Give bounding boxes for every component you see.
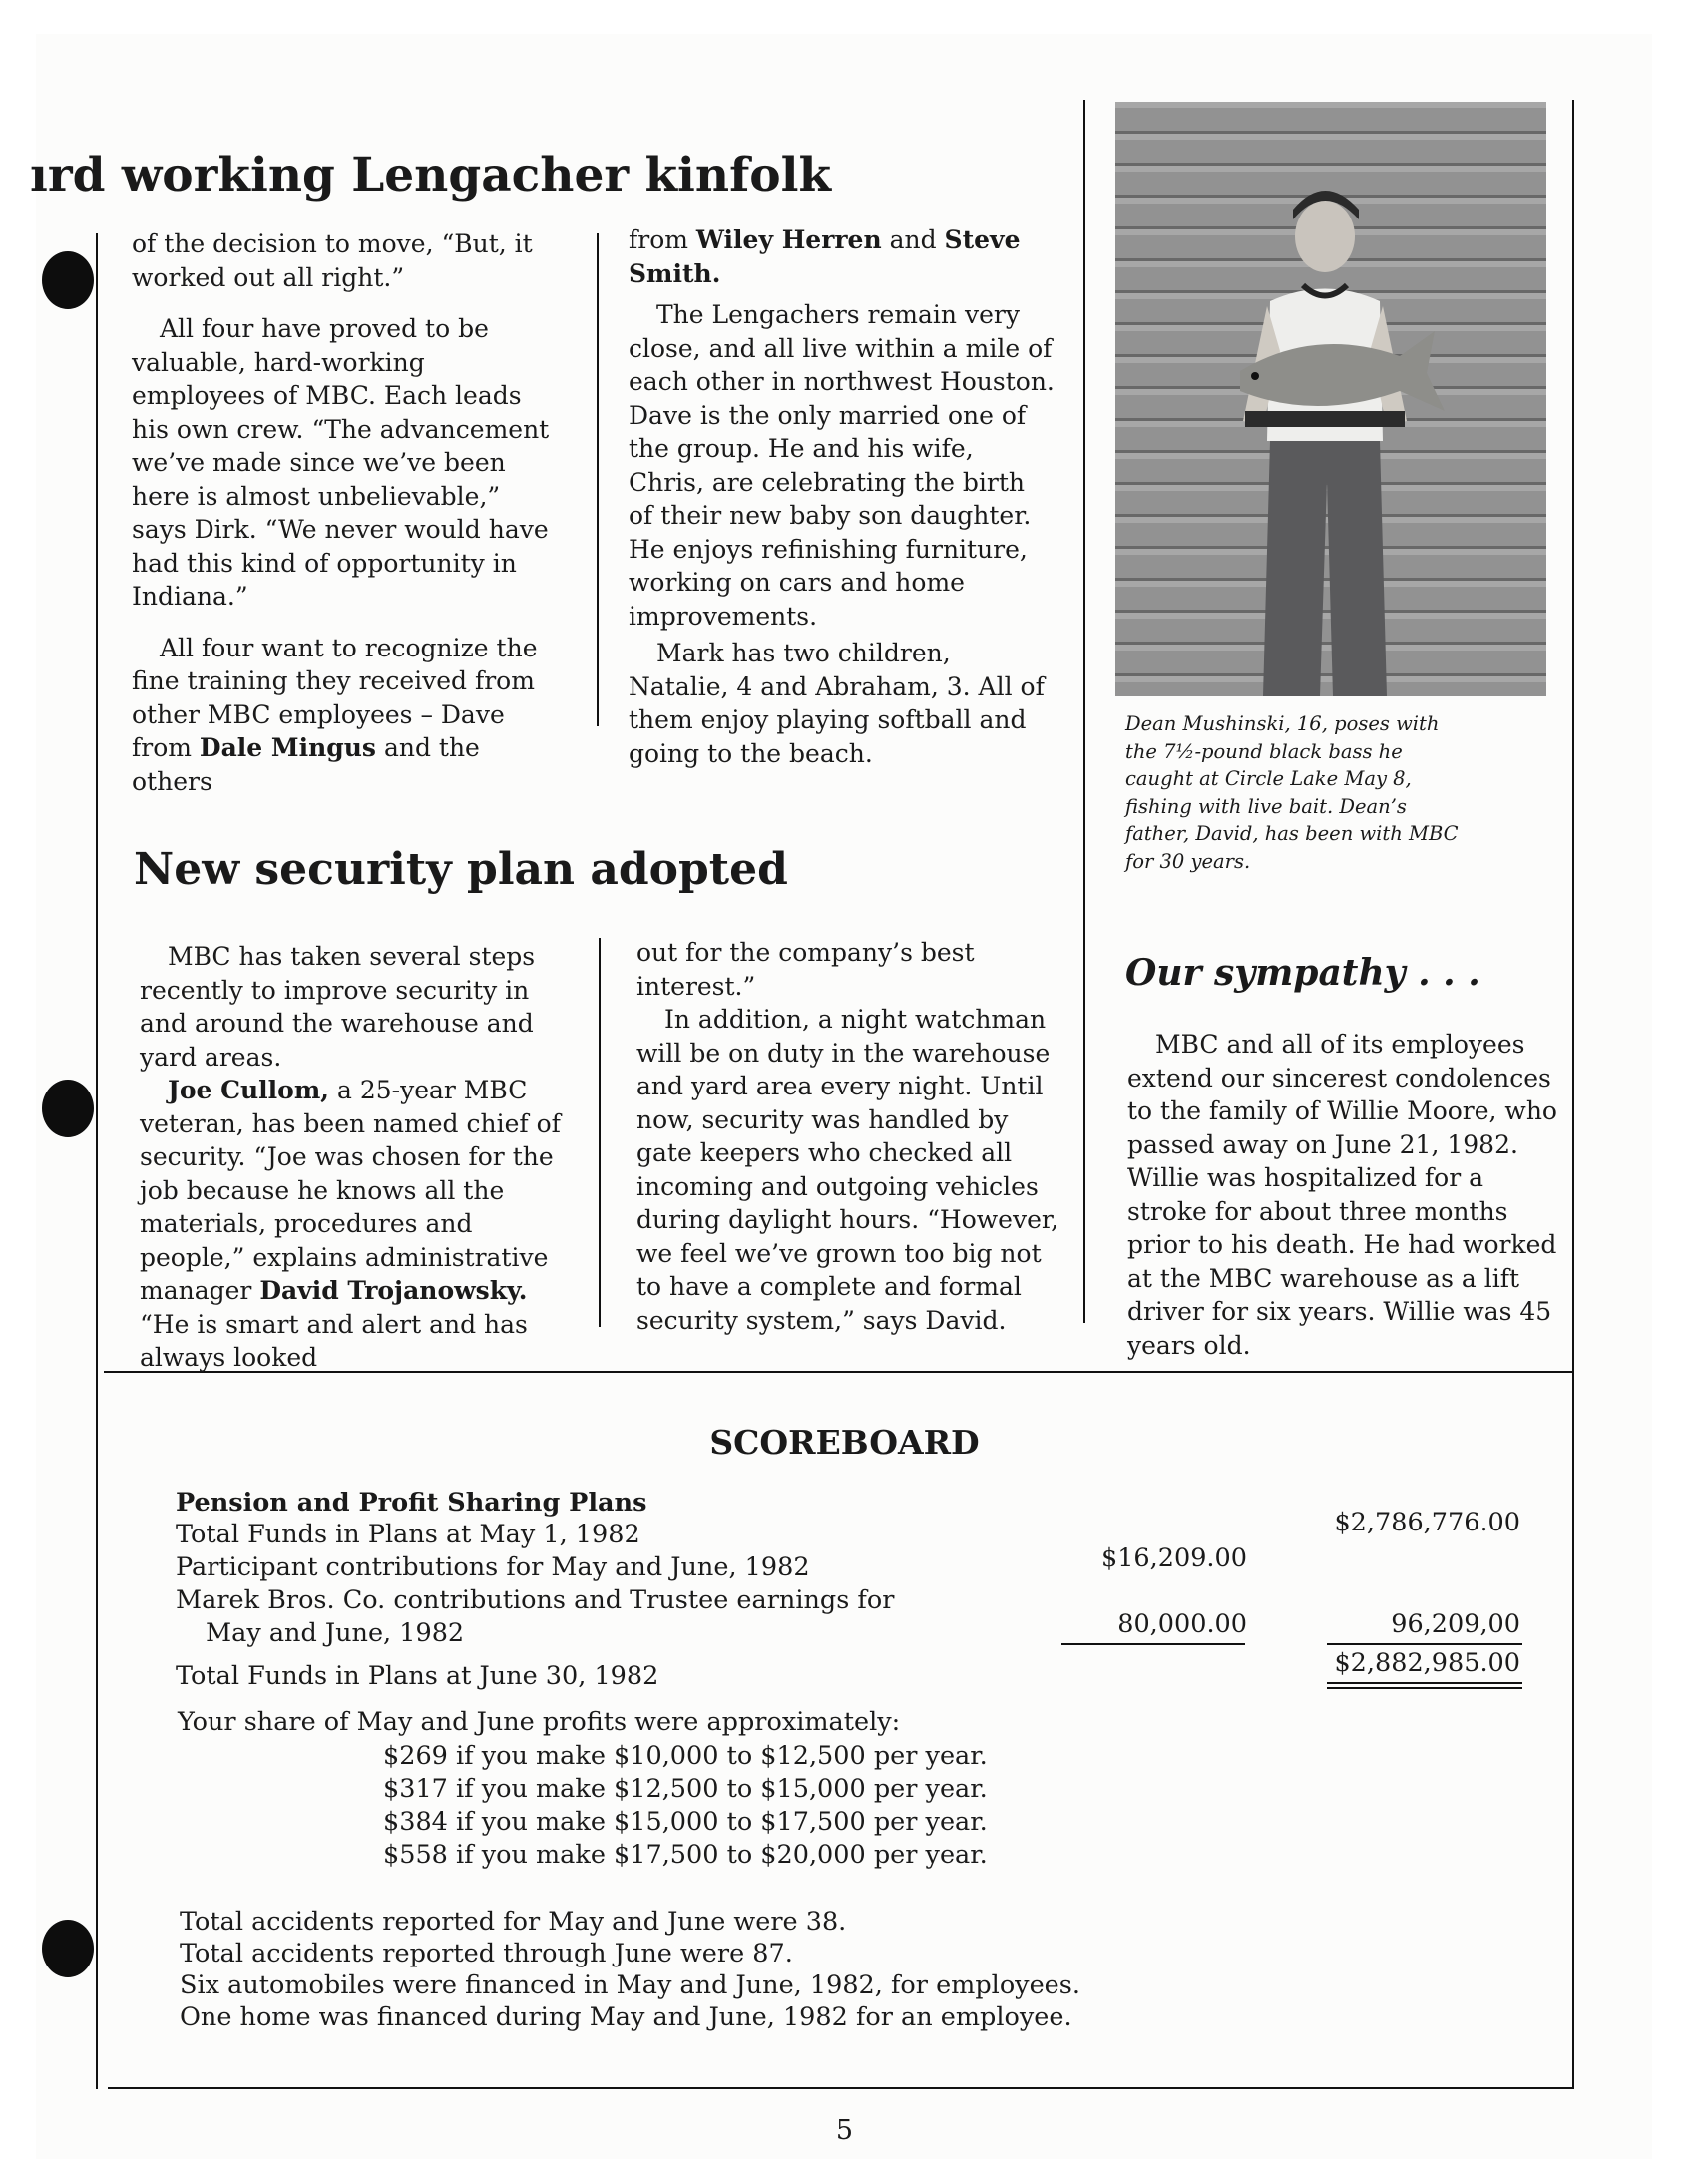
note-line: One home was financed during May and June, 1982 for an employee. <box>180 2002 1072 2032</box>
note-line: Total accidents reported for May and June were 38. <box>180 1907 847 1937</box>
scoreboard-subtitle: Pension and Profit Sharing Plans <box>176 1488 647 1518</box>
share-line: $269 if you make $10,000 to $12,500 per year. <box>383 1741 988 1771</box>
photo-dean-mushinski <box>1115 102 1546 696</box>
sympathy-body: MBC and all of its employees extend our sincerest condolences to the family of Willie Moore, who passed away on June 21, 1982. Willie was hospitalized for a stroke for about three months prior to his death. He had worked at the MBC warehouse as a lift driver for six years. Willie was 45 years old. <box>1127 1030 1557 1360</box>
amount-marek: 80,000.00 <box>1117 1609 1247 1639</box>
scoreboard-line-participant: Participant contributions for May and June, 1982 <box>176 1552 810 1582</box>
scoreboard-line-marek: Marek Bros. Co. contributions and Trustee earnings for <box>176 1585 895 1615</box>
amount-sum: 96,209,00 <box>1391 1609 1520 1639</box>
note-line: Total accidents reported through June were 87. <box>180 1939 793 1968</box>
article1-column-1 <box>132 227 559 798</box>
article1-headline: ırd working Lengacher kinfolk <box>30 148 832 203</box>
name-dale-mingus: Dale Mingus <box>199 733 376 762</box>
article2-column-1 <box>140 940 569 1375</box>
page-number: 5 <box>835 2115 854 2146</box>
share-intro: Your share of May and June profits were approximately: <box>178 1707 901 1737</box>
article2-headline: New security plan adopted <box>134 844 788 895</box>
photo-divider-rule <box>1083 100 1085 1323</box>
name-david-trojanowsky: David Trojanowsky. <box>259 1276 528 1305</box>
article1-column-rule <box>597 233 599 726</box>
scoreboard-line-may1: Total Funds in Plans at May 1, 1982 <box>176 1520 640 1549</box>
article1-para: All four have proved to be valuable, hard-working employees of MBC. Each leads his own crew. “The advancement we’ve made since we’ve been here is almost unbelievable,” says Dirk. “We never would have had this kind of opportunity in Indiana.” <box>132 314 550 611</box>
article2-para: MBC has taken several steps recently to improve security in and around the warehouse and yard areas. <box>140 942 536 1072</box>
sympathy-headline: Our sympathy . . . <box>1125 952 1480 994</box>
binder-hole-bottom <box>42 1920 94 1977</box>
article2-para: out for the company’s best interest.” <box>636 938 975 1001</box>
total-rule-2 <box>1327 1687 1522 1689</box>
name-steve-smith: Steve Smith. <box>629 225 1021 288</box>
binder-hole-top <box>42 251 94 309</box>
name-wiley-herren: Wiley Herren <box>695 225 882 254</box>
binder-hole-middle <box>42 1080 94 1137</box>
article1-column-2 <box>629 223 1056 770</box>
scoreboard-bottom-rule <box>108 2087 1574 2089</box>
subtotal-rule <box>1061 1643 1245 1645</box>
article1-para: All four want to recognize the fine training they received from other MBC employees – Dave from Dale Mingus and the others <box>132 633 538 796</box>
article2-para: Joe Cullom, a 25-year MBC veteran, has been named chief of security. “Joe was chosen for the job because he knows all the materials, procedures and people,” explains administrative manager David Trojanowsky. “He is smart and alert and has always looked <box>140 1076 561 1372</box>
total-rule-1 <box>1327 1682 1522 1684</box>
amount-may1: $2,786,776.00 <box>1334 1508 1520 1537</box>
right-frame-rule <box>1572 100 1574 2089</box>
note-line: Six automobiles were financed in May and June, 1982, for employees. <box>180 1970 1080 2000</box>
article1-para: of the decision to move, “But, it worked out all right.” <box>132 229 533 292</box>
scoreboard-line-june30: Total Funds in Plans at June 30, 1982 <box>176 1661 659 1691</box>
scoreboard-title: SCOREBOARD <box>709 1423 980 1462</box>
article1-para: from Wiley Herren and Steve Smith. <box>629 225 1021 288</box>
amount-total: $2,882,985.00 <box>1334 1648 1520 1678</box>
article1-para: Mark has two children, Natalie, 4 and Abraham, 3. All of them enjoy playing softball and going to the beach. <box>629 639 1045 768</box>
article1-para: The Lengachers remain very close, and all live within a mile of each other in northwest Houston. Dave is the only married one of the group. He and his wife, Chris, are celebrating the birth of their new baby son daughter. He enjoys refinishing furniture, working on cars and home improvements. <box>629 300 1055 631</box>
name-joe-cullom: Joe Cullom, <box>168 1076 330 1104</box>
article2-column-2 <box>636 936 1067 1337</box>
scoreboard-line-marek-period: May and June, 1982 <box>206 1618 465 1648</box>
sympathy-column <box>1127 1028 1566 1362</box>
photo-illustration <box>1115 102 1546 696</box>
photo-caption: Dean Mushinski, 16, poses with the 7½-pound black bass he caught at Circle Lake May 8, fishing with live bait. Dean’s father, David, has been with MBC for 30 years. <box>1125 712 1459 873</box>
share-line: $384 if you make $15,000 to $17,500 per year. <box>383 1807 988 1837</box>
sum-rule <box>1327 1643 1522 1645</box>
article2-para: In addition, a night watchman will be on duty in the warehouse and yard area every night. Until now, security was handled by gate keepers who checked all incoming and outgoing vehicles during daylight hours. “However, we feel we’ve grown too big not to have a complete and formal security system,” says David. <box>636 1005 1059 1335</box>
share-line: $317 if you make $12,500 to $15,000 per year. <box>383 1774 988 1804</box>
amount-participant: $16,209.00 <box>1100 1543 1247 1573</box>
left-frame-rule <box>96 233 98 2089</box>
share-line: $558 if you make $17,500 to $20,000 per year. <box>383 1840 988 1870</box>
article2-column-rule <box>599 938 601 1327</box>
